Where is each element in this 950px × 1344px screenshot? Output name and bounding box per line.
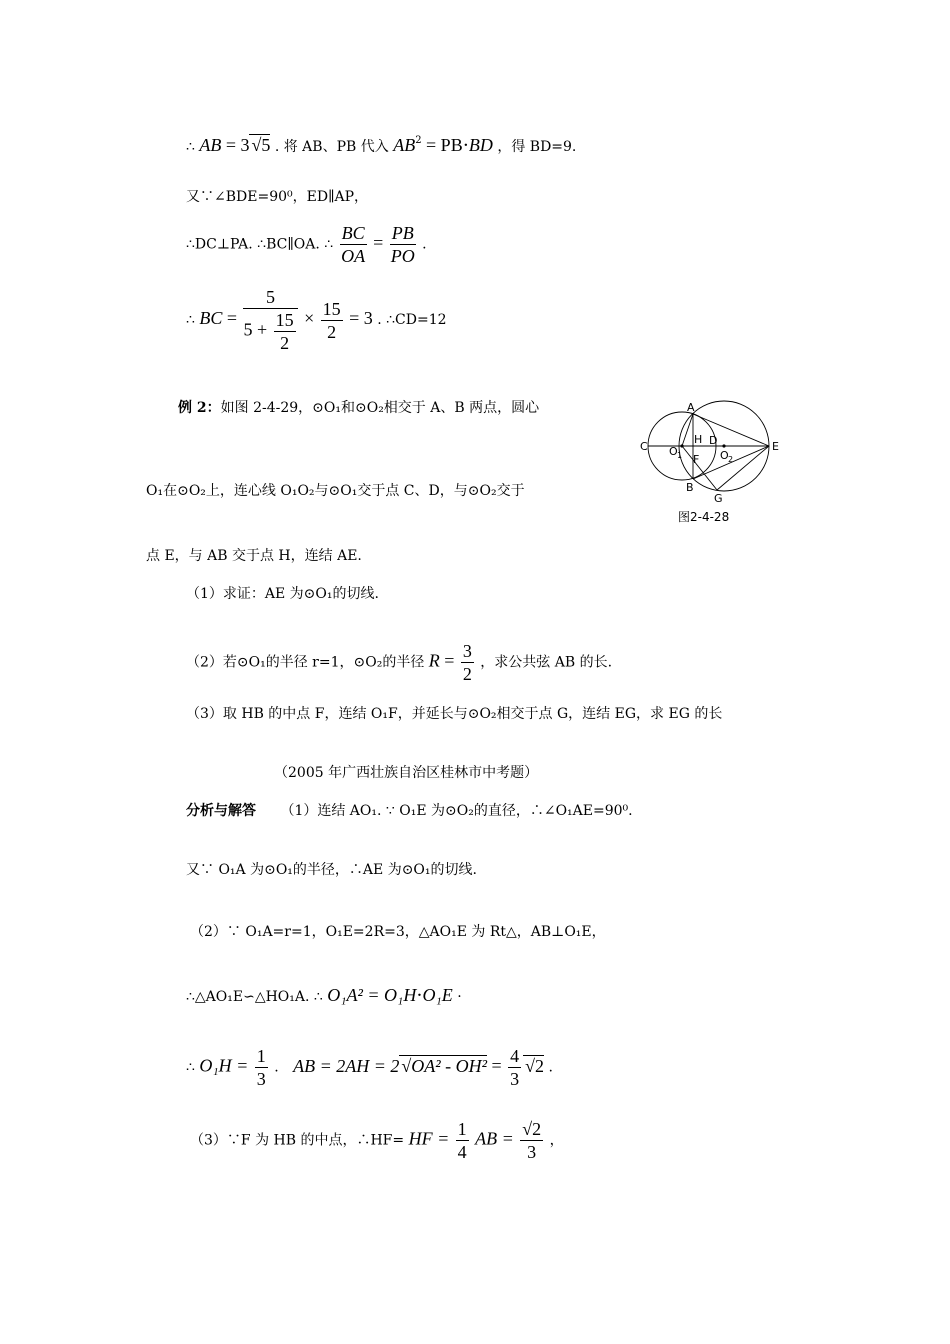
label-h: H [694,433,703,446]
fraction-5-over [243,286,297,354]
fraction-denominator: 3 [527,1142,537,1162]
example-2-line-3: 点 E，与 AB 交于点 H，连结 AE. [146,548,362,564]
question-2-text: （2）若⊙O₁的半径 r=1，⊙O₂的半径 [186,654,425,671]
question-1: （1）求证：AE 为⊙O₁的切线. [186,586,379,602]
similar-triangles-text: ∴△AO₁E∽△HO₁A. ∴ [186,989,323,1005]
answer-line-2: 又∵ O₁A 为⊙O₁的半径，∴AE 为⊙O₁的切线. [186,862,477,878]
sqrt-2: √2 [525,1055,544,1076]
point-o2 [722,444,725,447]
fraction-numerator: BC [341,223,365,243]
fraction-denominator: 3 [510,1069,520,1089]
label-a: A [687,401,695,414]
fraction-denominator [243,309,297,354]
point-o1 [680,444,683,447]
therefore-symbol: ∴ [186,1059,195,1076]
line-ao1 [682,414,693,446]
fraction-numerator: PB [391,223,414,243]
sqrt-2-value: 2 [535,1055,544,1076]
math-bd: BD [468,135,493,155]
sqrt-content: OA² - OH² [411,1055,488,1076]
math-ab: AB = [475,1128,514,1149]
text-bd-result: ，得 BD=9. [497,139,577,155]
label-b: B [686,481,694,494]
question-2-post: ，求公共弦 AB 的长. [480,654,613,671]
superscript-2: 2 [415,135,422,146]
math-bc: BC [199,308,223,328]
example-2-line-2: O₁在⊙O₂上，连心线 O₁O₂与⊙O₁交于点 C、D，与⊙O₂交于 [146,483,525,499]
solution-line-3 [186,222,427,267]
therefore-symbol: ∴ [186,312,195,328]
source-note: （2005 年广西壮族自治区桂林市中考题） [274,765,539,781]
fraction-1-4 [456,1118,469,1163]
period: . [422,236,427,253]
label-d: D [709,434,718,447]
times-symbol: × [304,308,315,328]
fraction-denominator: OA [341,246,366,266]
question-2 [186,640,612,685]
nested-numerator: 15 [275,310,294,330]
therefore-symbol: ∴ [186,139,195,155]
math-eq: = [491,1055,502,1076]
answer-label: 分析与解答 [186,803,256,819]
math-ab-squared: AB [393,135,416,155]
text-substitute: . 将 AB、PB 代入 [274,139,389,155]
period: . [274,1059,279,1076]
fraction-15-2 [321,298,343,343]
example-2-line-1 [178,398,539,418]
solution-line-1 [186,135,576,159]
math-ab-2ah: AB = 2AH = 2 [293,1055,400,1076]
example-text: 如图 2-4-29，⊙O₁和⊙O₂相交于 A、B 两点，圆心 [220,400,540,416]
sqrt-5-value: 5 [261,135,271,155]
denominator-5-plus: 5 + [243,319,268,340]
answer-line-4 [186,985,462,1007]
math-hf: HF = [408,1128,450,1149]
fraction-4-3 [508,1045,521,1090]
fraction-numerator: √2 [522,1119,542,1139]
fraction-denominator: 2 [462,664,472,684]
answer-line-6 [190,1118,564,1163]
text-cd-result: . ∴CD=12 [377,312,447,328]
fraction-numerator: 1 [457,1119,467,1139]
math-r: R [428,650,440,671]
fraction-numerator: 1 [256,1046,266,1066]
nested-fraction [274,309,296,354]
math-eq: = [373,232,384,253]
sqrt-5: √5 [251,135,271,155]
math-ab: AB [199,135,222,155]
math-pb: = PB [426,135,463,155]
label-e: E [772,440,779,453]
math-eq: = [444,650,455,671]
solution-line-4 [186,286,447,354]
math-eq-3: = 3 [349,308,373,328]
figure-caption: 图2-4-28 [678,510,730,524]
label-g: G [714,492,723,505]
fraction-numerator: 5 [243,286,297,309]
label-c: C [640,440,648,453]
label-f: F [693,453,700,466]
math-o1a-squared: O₁A² = O₁H⋅O₁E [327,985,453,1005]
answer-line-3: （2）∵ O₁A=r=1，O₁E=2R=3，△AO₁E 为 Rt△，AB⊥O₁E， [190,924,606,940]
label-o2-sub: 2 [728,455,734,464]
answer-line-5 [186,1045,553,1090]
answer-1-text: （1）连结 AO₁. ∵ O₁E 为⊙O₂的直径，∴∠O₁AE=90⁰. [280,803,633,819]
comma: ， [549,1132,564,1149]
fraction-3-2 [461,640,474,685]
fraction-denominator: 4 [457,1142,467,1162]
midpoint-text: （3）∵F 为 HB 的中点，∴HF= [190,1132,405,1149]
dot-mark: · [457,989,462,1005]
fraction-1-3 [255,1045,268,1090]
fraction-denominator: 3 [256,1069,266,1089]
fraction-numerator: 3 [462,641,472,661]
sqrt-oa-oh: √OA² - OH² [401,1055,488,1076]
fraction-denominator: 2 [327,321,337,342]
fraction-sqrt2-3 [520,1118,543,1163]
text-parallel: ∴DC⊥PA. ∴BC∥OA. ∴ [186,236,334,253]
label-o2: O [720,449,729,462]
fraction-pb-po [390,222,416,267]
fraction-numerator: 15 [322,298,341,319]
math-eq: = [226,308,237,328]
period: . [548,1059,553,1076]
example-label: 例 2： [178,400,221,416]
math-o1h: O₁H = [199,1055,249,1076]
answer-line-1 [186,801,633,821]
fraction-denominator: PO [390,246,415,266]
label-o1: O [669,445,678,458]
fraction-numerator: 4 [510,1046,520,1066]
question-3: （3）取 HB 的中点 F，连结 O₁F，并延长与⊙O₂相交于点 G，连结 EG，求 EG 的长 [186,706,723,722]
nested-denominator: 2 [280,333,290,353]
label-o1-sub: 1 [677,451,683,460]
line-ae [693,414,769,446]
fraction-bc-oa [340,222,367,267]
math-dot: ⋅ [462,135,469,155]
solution-line-2: 又∵∠BDE=90⁰，ED∥AP， [186,189,369,205]
math-eq: = 3 [225,135,250,155]
